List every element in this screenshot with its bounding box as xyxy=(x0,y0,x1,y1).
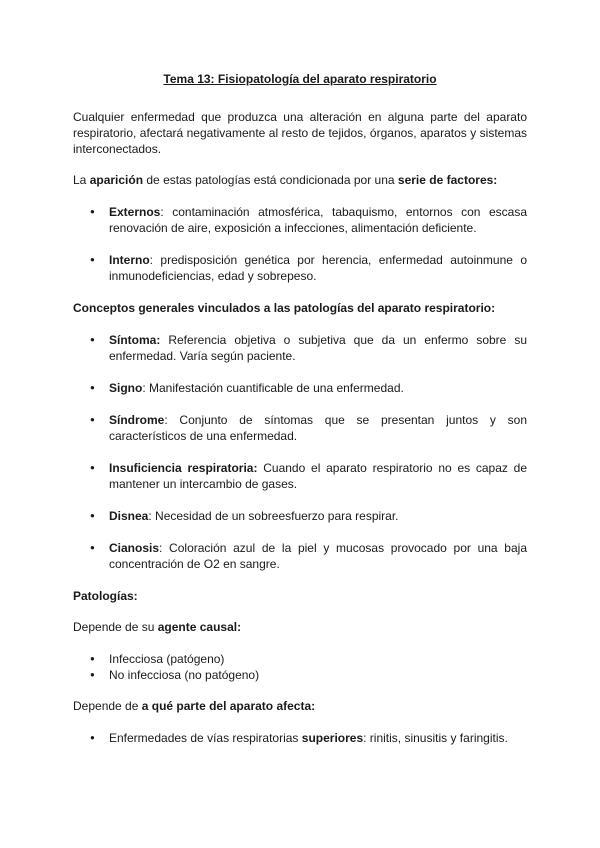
list-item-signo xyxy=(73,380,527,396)
list-item-disnea xyxy=(73,508,527,524)
term-externos: Externos xyxy=(109,205,161,219)
desc-signo: : Manifestación cuantificable de una enfermedad. xyxy=(142,381,404,395)
depende-causal-bold: agente causal: xyxy=(157,620,242,634)
concepts-heading: Conceptos generales vinculados a las patologías del aparato respiratorio: xyxy=(73,301,496,315)
list-item-no-infecciosa: ● No infecciosa (no patógeno) xyxy=(73,667,527,683)
list-item-interno xyxy=(73,252,527,284)
list-item-cianosis xyxy=(73,540,527,572)
list-item-infecciosa: ● Infecciosa (patógeno) xyxy=(73,651,527,667)
superiores-post: : rinitis, sinusitis y faringitis. xyxy=(363,731,508,745)
factors-pre: La xyxy=(73,173,90,187)
intro-paragraph: Cualquier enfermedad que produzca una alteración en alguna parte del aparato respiratorio, afectará negativamente al resto de tejidos, órganos, aparatos y sistemas interconectados. xyxy=(73,110,527,156)
desc-sintoma: Referencia objetiva o subjetiva que da un enfermo sobre su enfermedad. Varía según paciente. xyxy=(109,333,527,363)
factors-bold-serie: serie de factores: xyxy=(397,173,498,187)
list-item-sindrome xyxy=(73,412,527,444)
term-signo: Signo xyxy=(109,381,143,395)
document-title: Tema 13: Fisiopatología del aparato respiratorio xyxy=(163,72,437,86)
desc-disnea: : Necesidad de un sobreesfuerzo para respirar. xyxy=(148,509,399,523)
term-sintoma: Síntoma: xyxy=(109,333,161,347)
factors-sentence xyxy=(73,172,527,188)
document-page xyxy=(73,71,527,746)
term-sindrome: Síndrome xyxy=(109,413,165,427)
depende-causal-pre: Depende de su xyxy=(73,620,158,634)
depende-parte-bold: a qué parte del aparato afecta: xyxy=(141,699,316,713)
term-disnea: Disnea xyxy=(109,509,149,523)
superiores-pre: Enfermedades de vías respiratorias xyxy=(109,731,302,745)
factors-list xyxy=(73,204,527,284)
concepts-list xyxy=(73,332,527,572)
pathologies-heading: Patologías: xyxy=(73,589,138,603)
term-interno: Interno xyxy=(109,253,150,267)
factors-mid: de estas patologías está condicionada por una xyxy=(143,173,398,187)
term-cianosis: Cianosis xyxy=(109,541,160,555)
causal-list xyxy=(73,651,527,683)
depende-parte-pre: Depende de xyxy=(73,699,142,713)
superiores-bold: superiores xyxy=(301,731,364,745)
desc-interno: : predisposición genética por herencia, enfermedad autoinmune o inmunodeficiencias, edad y sobrepeso. xyxy=(109,253,527,283)
term-insuficiencia: Insuficiencia respiratoria: xyxy=(109,461,258,475)
list-item-externos xyxy=(73,204,527,236)
desc-sindrome: : Conjunto de síntomas que se presentan juntos y son característicos de una enfermedad. xyxy=(109,413,527,443)
desc-externos: : contaminación atmosférica, tabaquismo, entornos con escasa renovación de aire, exposición a infecciones, alimentación deficiente. xyxy=(109,205,527,235)
desc-insuficiencia: Cuando el aparato respiratorio no es capaz de mantener un intercambio de gases. xyxy=(109,461,527,491)
list-item-insuficiencia xyxy=(73,460,527,492)
depende-causal-line xyxy=(73,619,527,635)
list-item-sintoma xyxy=(73,332,527,364)
list-item-superiores xyxy=(73,730,527,746)
desc-cianosis: : Coloración azul de la piel y mucosas provocado por una baja concentración de O2 en sangre. xyxy=(109,541,527,571)
depende-parte-line xyxy=(73,698,527,714)
parte-list xyxy=(73,730,527,746)
factors-bold-aparicion: aparición xyxy=(89,173,144,187)
